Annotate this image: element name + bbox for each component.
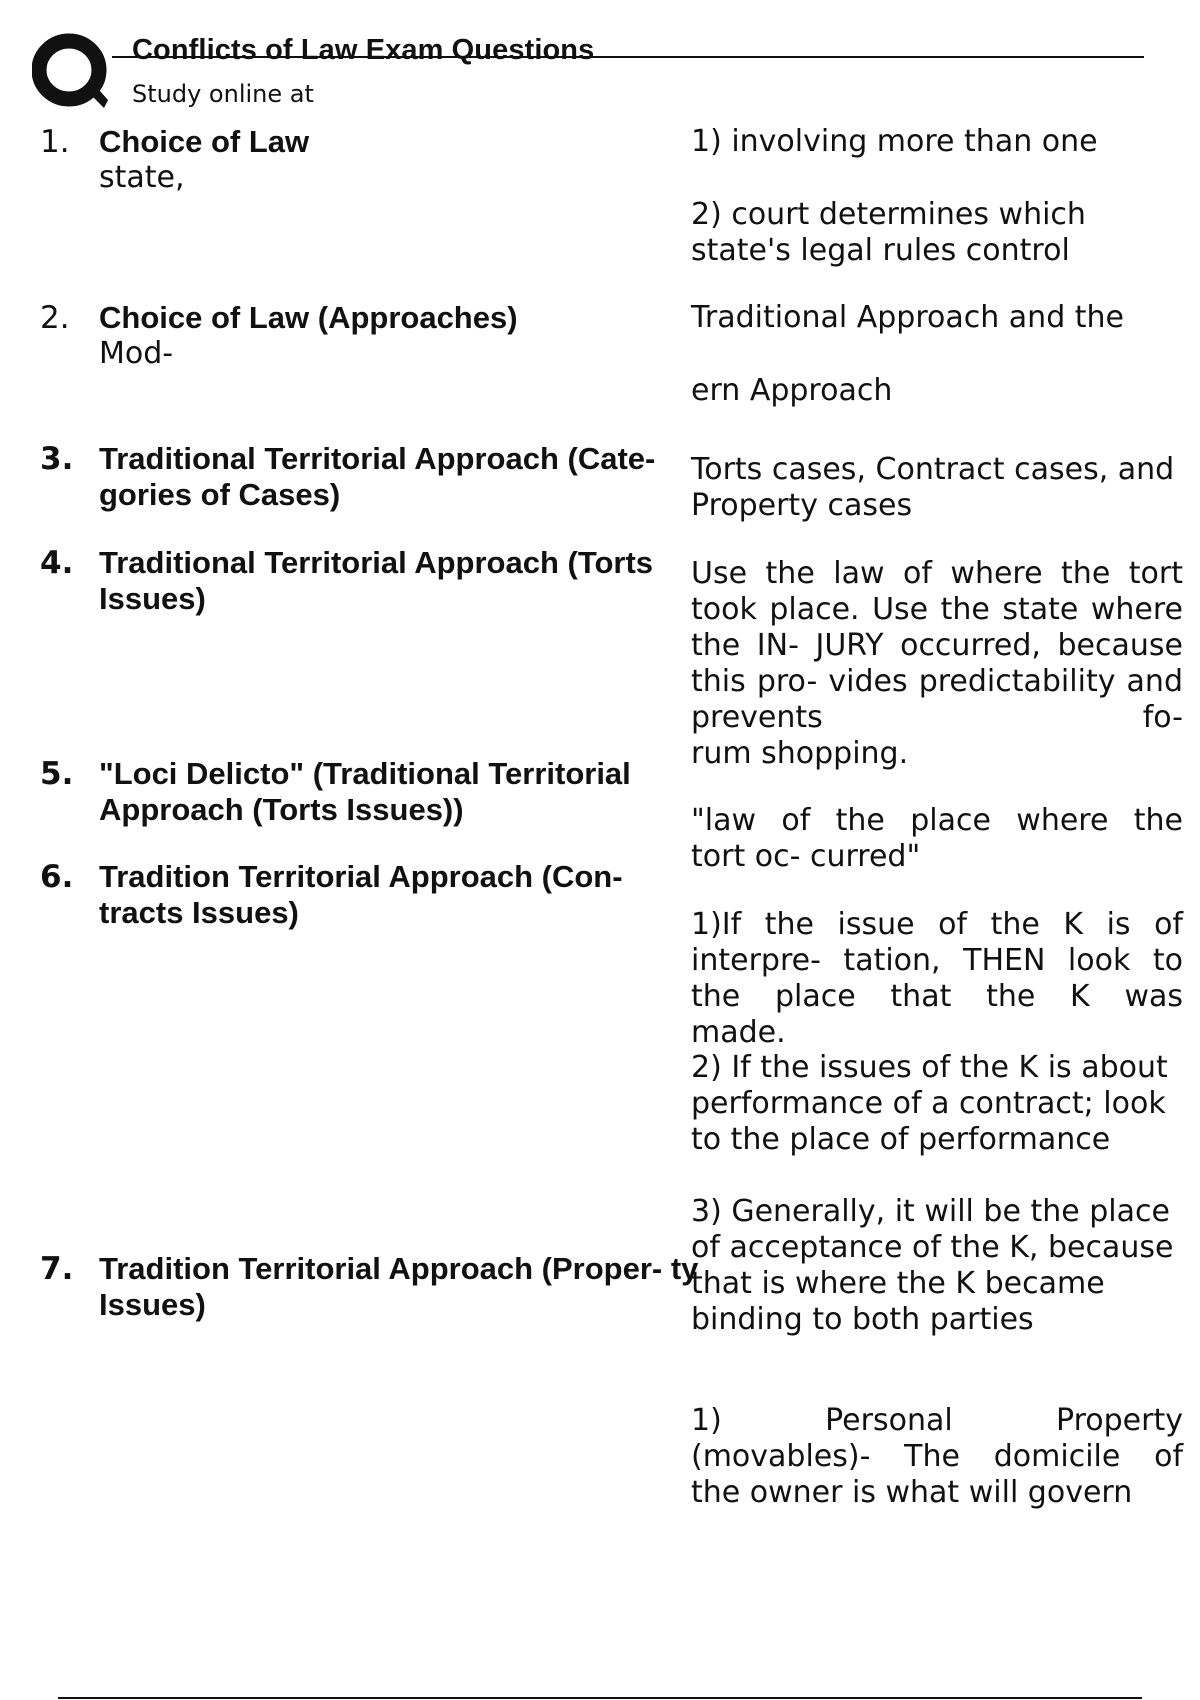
answer-6-part-1 [691,907,1183,1051]
answer-4-body: Use the law of where the tort took place. Use the state where the IN- JURY occurred, because this pro- vides predictability and prevents fo- [691,556,1183,735]
question-term: Tradition Territorial Approach (Proper- ty Issues) [99,1251,699,1322]
question-number: 1. [40,124,70,160]
quizlet-logo-icon [32,32,110,110]
answer-5-body: "law of the place where the [691,803,1183,838]
answer-1-line-1: 1) involving more than one [691,124,1098,159]
question-term: "Loci Delicto" (Traditional Territorial Approach (Torts Issues)) [99,756,631,827]
question-continuation: state, [99,160,185,195]
answer-7-last-line: the owner is what will govern [691,1475,1133,1510]
answer-3: Torts cases, Contract cases, and Property cases [691,452,1175,523]
answer-6-part-1-last-line: made. [691,1015,786,1050]
answer-6-part-3: 3) Generally, it will be the place of acceptance of the K, because that is where the K became binding to both parties [691,1194,1174,1337]
question-term: Traditional Territorial Approach (Torts Issues) [99,545,654,616]
question-number: 5. [40,756,74,792]
answer-2-line-1: Traditional Approach and the [691,300,1125,335]
question-term: Tradition Territorial Approach (Con- tracts Issues) [99,859,623,930]
question-continuation: Mod- [99,336,174,371]
question-number: 2. [40,300,70,336]
answer-5-last-line: tort oc- curred" [691,839,921,874]
page-title: Conflicts of Law Exam Questions [132,34,595,66]
question-number: 7. [40,1251,74,1287]
question-term: Traditional Territorial Approach (Cate- gories of Cases) [99,441,656,512]
answer-1-line-2: 2) court determines which state's legal rules control [691,197,1086,268]
answer-2-line-2: ern Approach [691,373,893,408]
footer-rule [58,1697,1142,1699]
answer-6-part-1-body: 1)If the issue of the K is of interpre- tation, THEN look to the place that the K was [691,907,1183,1014]
question-term: Choice of Law [99,124,310,159]
question-number: 3. [40,441,74,477]
page-subtitle: Study online at [132,80,314,108]
answer-4 [691,556,1183,772]
question-number: 4. [40,545,74,581]
answer-6-part-2: 2) If the issues of the K is about performance of a contract; look to the place of performance [691,1050,1168,1157]
question-number: 6. [40,859,74,895]
answer-5 [691,803,1183,875]
answer-7 [691,1403,1183,1511]
answer-4-last-line: rum shopping. [691,736,909,771]
question-term: Choice of Law (Approaches) [99,300,518,335]
answer-7-body: 1) Personal Property (movables)- The domicile of [691,1403,1183,1474]
